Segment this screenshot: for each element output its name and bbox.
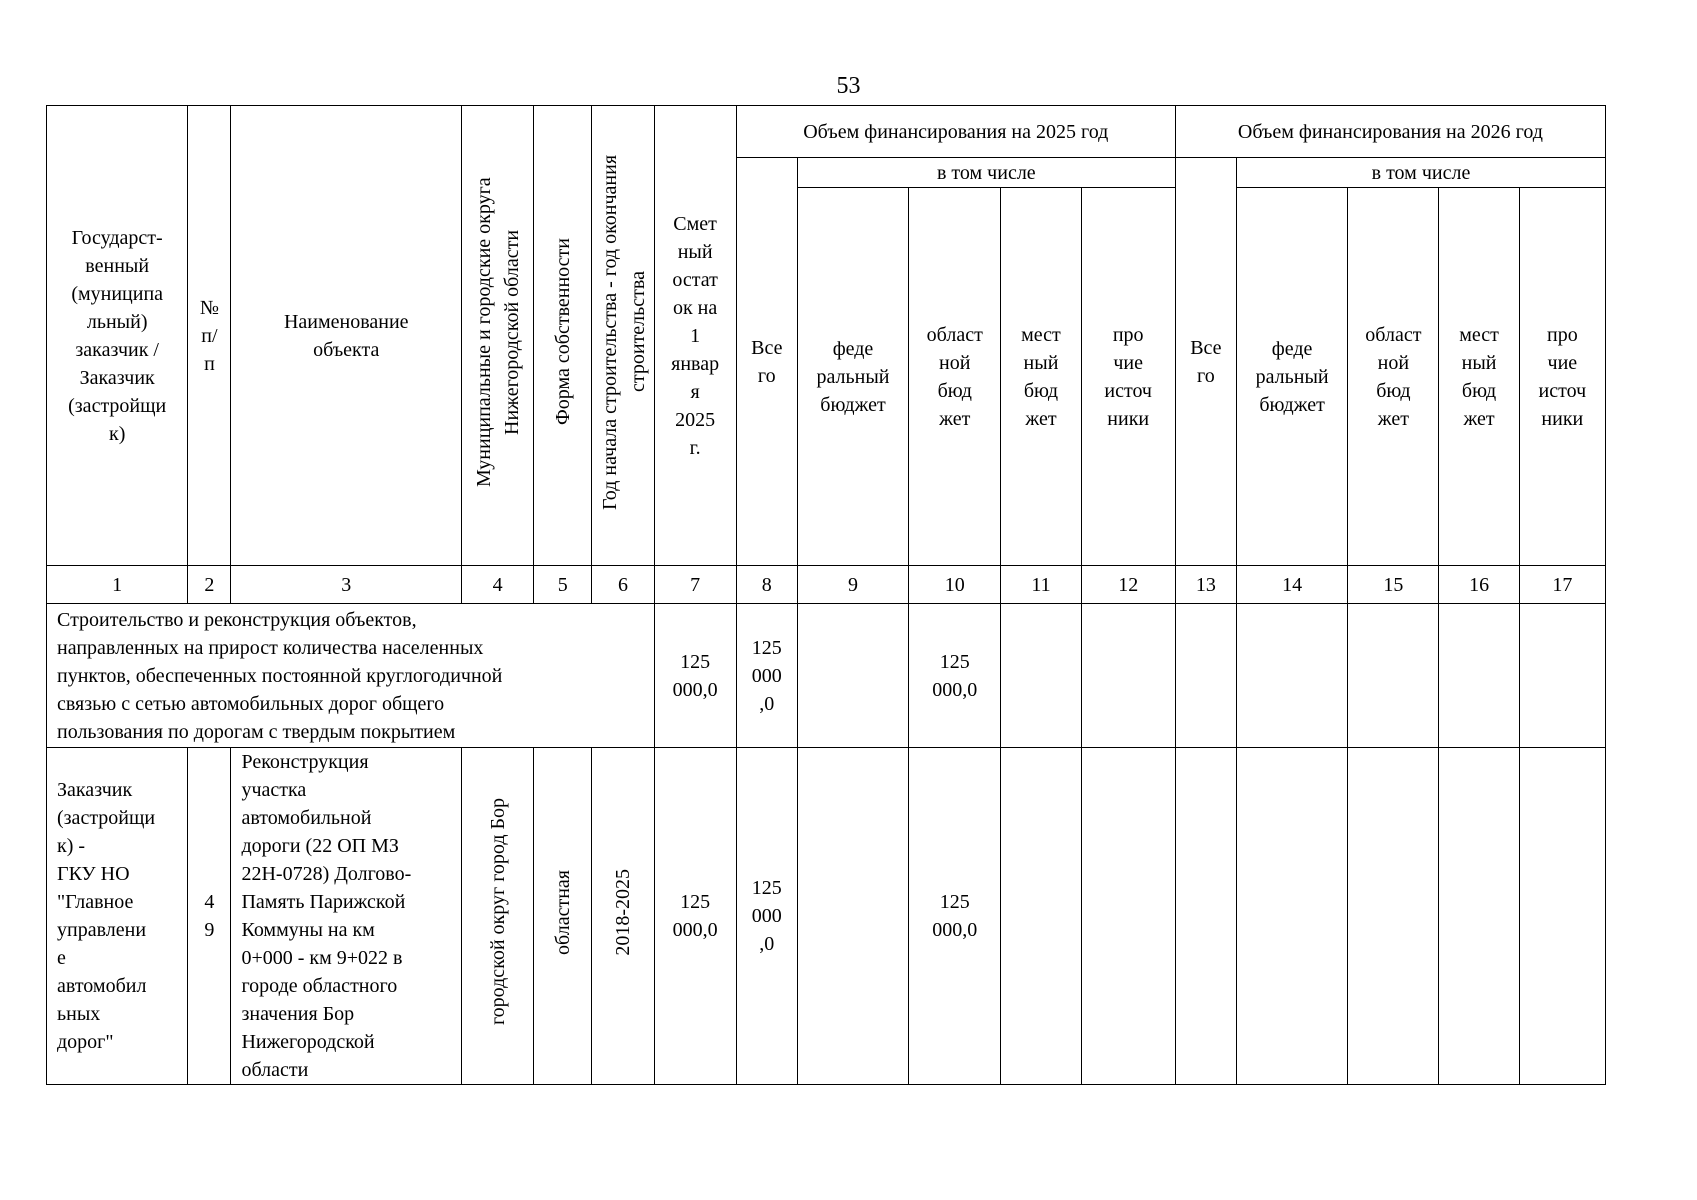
column-number: 9	[797, 566, 908, 604]
section-other-2026	[1519, 604, 1605, 748]
header-years: Год начала строительства - год окончания строительства	[599, 153, 650, 510]
section-title: Строительство и реконструкция объектов, направленных на прирост количества населенных пунктов, обеспеченных постоянной круглогодичной связью с сетью автомобильных дорог общего пользования по дорогам с твердым покрытием	[47, 604, 655, 748]
header-num: № п/ п	[188, 106, 231, 566]
object-federal-2025	[797, 748, 908, 1085]
header-ownership: Форма собственности	[551, 238, 574, 425]
header-total-2025: Все го	[736, 158, 797, 566]
header-incl-2026: в том числе	[1236, 158, 1605, 188]
section-total-2026	[1175, 604, 1236, 748]
object-total-2025: 125 000 ,0	[736, 748, 797, 1085]
header-incl-2025: в том числе	[797, 158, 1175, 188]
header-municipal-cell	[462, 106, 534, 566]
column-number: 15	[1348, 566, 1439, 604]
section-local-2025	[1001, 604, 1081, 748]
object-num: 4 9	[188, 748, 231, 1085]
header-federal-2025: феде ральный бюджет	[797, 188, 908, 566]
section-local-2026	[1439, 604, 1519, 748]
header-other-2025: про чие источ ники	[1081, 188, 1175, 566]
header-fin-2025: Объем финансирования на 2025 год	[736, 106, 1175, 158]
section-regional-2026	[1348, 604, 1439, 748]
column-number: 2	[188, 566, 231, 604]
section-regional-2025: 125 000,0	[909, 604, 1001, 748]
header-years-cell	[592, 106, 654, 566]
object-other-2026	[1519, 748, 1605, 1085]
header-object-name: Наименование объекта	[231, 106, 462, 566]
column-number: 11	[1001, 566, 1081, 604]
object-customer: Заказчик (застройщи к) - ГКУ НО "Главное управлени е автомобил ьных дорог"	[47, 748, 188, 1085]
column-number: 1	[47, 566, 188, 604]
header-fin-2026: Объем финансирования на 2026 год	[1175, 106, 1605, 158]
object-row	[47, 748, 1606, 1085]
object-federal-2026	[1236, 748, 1347, 1085]
object-municipal: городской округ город Бор	[486, 798, 509, 1026]
section-row	[47, 604, 1606, 748]
column-number: 6	[592, 566, 654, 604]
header-total-2026: Все го	[1175, 158, 1236, 566]
column-number: 7	[654, 566, 736, 604]
header-local-2026: мест ный бюд жет	[1439, 188, 1519, 566]
column-number: 14	[1236, 566, 1347, 604]
object-ownership-cell	[534, 748, 592, 1085]
header-estimate: Смет ный остат ок на 1 январ я 2025 г.	[654, 106, 736, 566]
header-ownership-cell	[534, 106, 592, 566]
header-federal-2026: феде ральный бюджет	[1236, 188, 1347, 566]
object-local-2025	[1001, 748, 1081, 1085]
object-years: 2018-2025	[611, 868, 634, 956]
section-federal-2025	[797, 604, 908, 748]
section-total-2025: 125 000 ,0	[736, 604, 797, 748]
column-number: 13	[1175, 566, 1236, 604]
object-municipal-cell	[462, 748, 534, 1085]
object-estimate: 125 000,0	[654, 748, 736, 1085]
object-ownership: областная	[551, 869, 574, 955]
header-regional-2025: област ной бюд жет	[909, 188, 1001, 566]
financing-table	[46, 105, 1606, 1085]
column-number: 5	[534, 566, 592, 604]
header-customer: Государст- венный (муниципа льный) заказчик / Заказчик (застройщи к)	[47, 106, 188, 566]
column-number: 17	[1519, 566, 1605, 604]
object-years-cell	[592, 748, 654, 1085]
section-federal-2026	[1236, 604, 1347, 748]
header-local-2025: мест ный бюд жет	[1001, 188, 1081, 566]
page-number: 53	[836, 73, 861, 99]
column-number: 8	[736, 566, 797, 604]
column-number: 10	[909, 566, 1001, 604]
header-other-2026: про чие источ ники	[1519, 188, 1605, 566]
object-name: Реконструкция участка автомобильной дороги (22 ОП МЗ 22Н-0728) Долгово- Память Парижской Коммуны на км 0+000 - км 9+022 в городе областного значения Бор Нижегородской области	[231, 748, 462, 1085]
object-local-2026	[1439, 748, 1519, 1085]
column-number: 12	[1081, 566, 1175, 604]
section-other-2025	[1081, 604, 1175, 748]
column-number: 3	[231, 566, 462, 604]
header-regional-2026: област ной бюд жет	[1348, 188, 1439, 566]
column-number: 16	[1439, 566, 1519, 604]
object-regional-2025: 125 000,0	[909, 748, 1001, 1085]
section-estimate: 125 000,0	[654, 604, 736, 748]
object-regional-2026	[1348, 748, 1439, 1085]
column-number: 4	[462, 566, 534, 604]
object-total-2026	[1175, 748, 1236, 1085]
object-other-2025	[1081, 748, 1175, 1085]
column-number-row	[47, 566, 1606, 604]
header-municipal: Муниципальные и городские округа Нижегородской области	[472, 176, 523, 487]
